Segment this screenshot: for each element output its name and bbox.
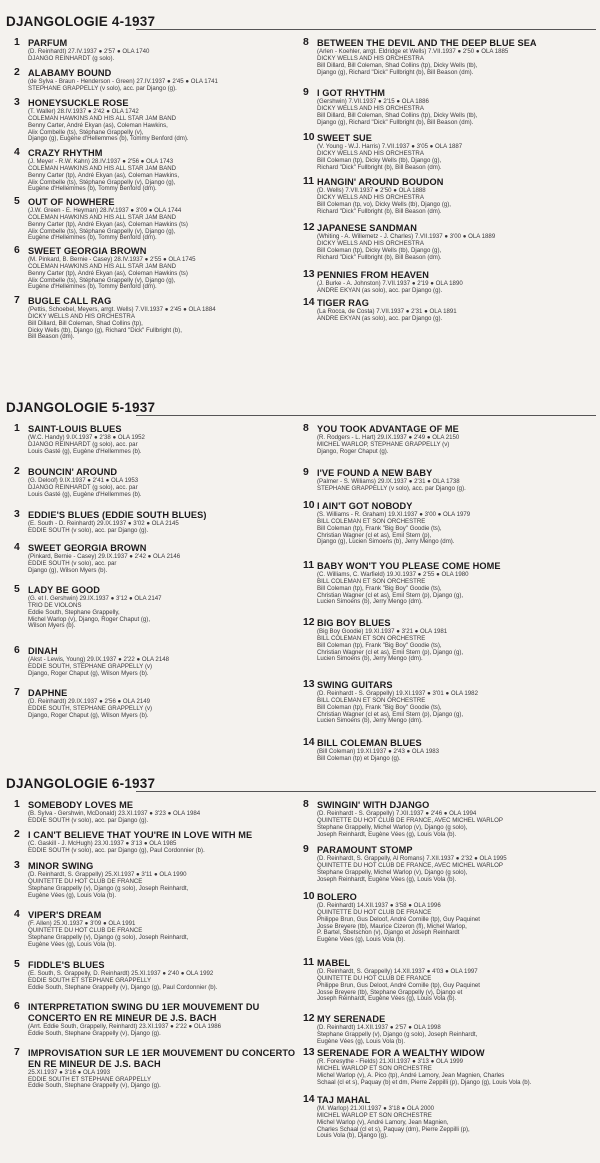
track-number: 11 bbox=[303, 176, 314, 187]
track-title: VIPER'S DREAM bbox=[28, 910, 102, 920]
track-entry bbox=[14, 296, 300, 341]
track-entry bbox=[14, 543, 300, 575]
volume-header bbox=[0, 776, 600, 800]
track-title: DAPHNE bbox=[28, 688, 68, 698]
track-entry bbox=[14, 646, 300, 678]
track-details: (de Sylva - Braun - Henderson - Green) 27.IV.1937 ● 2'45 ● OLA 1741 STEPHANE GRAPPELLY (v solo), acc. par Django (g). bbox=[28, 77, 218, 92]
track-details: (M. Pinkard, B. Bernie - Casey) 28.IV.1937 ● 2'55 ● OLA 1745 COLEMAN HAWKINS AND HIS ALL STAR JAM BAND Benny Carter (tp), André Ekyan (as), Coleman Hawkins (ts) Alix Combelle (ts), Stéphane Grappelly (v), Django (g), Eugène d'Hellemmes (b), Tommy Benford (dm). bbox=[28, 255, 196, 291]
volume-title: DJANGOLOGIE 6-1937 bbox=[6, 776, 156, 791]
volume-5 bbox=[0, 400, 600, 762]
track-title: BOUNCIN' AROUND bbox=[28, 467, 118, 477]
track-number: 8 bbox=[303, 423, 309, 434]
track-title: MABEL bbox=[317, 958, 351, 968]
track-details: (Pinkard, Bernie - Casey) 29.IX.1937 ● 2'42 ● OLA 2146 EDDIE SOUTH (v solo), acc. par Django (g), Wilson Myers (b). bbox=[28, 552, 181, 574]
track-title: YOU TOOK ADVANTAGE OF ME bbox=[317, 424, 459, 434]
track-entry bbox=[14, 861, 300, 899]
track-number: 9 bbox=[303, 87, 309, 98]
track-number: 5 bbox=[14, 584, 20, 595]
track-number: 1 bbox=[14, 37, 20, 48]
track-details: (G. Deloof) 9.IX.1937 ● 2'41 ● OLA 1953 DJANGO REINHARDT (g solo), acc. par Louis Gasté (g), Eugène d'Hellemmes (b). bbox=[28, 476, 142, 498]
track-title: TAJ MAHAL bbox=[317, 1095, 371, 1105]
track-number: 14 bbox=[303, 737, 315, 748]
track-entry bbox=[303, 270, 597, 295]
track-title: TIGER RAG bbox=[317, 298, 369, 308]
track-details: (R. Foresythe - Fields) 21.XII.1937 ● 3'13 ● OLA 1999 MICHEL WARLOP ET SON ORCHESTRE Michel Warlop (v), A. Pico (tp), André Lamory, Jean Magnien, Charles Schaal (cl et s), Paquay (b) et dm, Pierre Zeppilli (p), Django (g), Louis Vola (b). bbox=[317, 1057, 532, 1086]
track-details: (B. Sylva - Gershwin, McDonald) 23.XI.1937 ● 3'23 ● OLA 1984 EDDIE SOUTH (v solo), acc. par Django (g). bbox=[28, 809, 201, 824]
track-title: PARAMOUNT STOMP bbox=[317, 845, 413, 855]
track-number: 4 bbox=[14, 147, 20, 158]
track-title: LADY BE GOOD bbox=[28, 585, 100, 595]
track-title: I'VE FOUND A NEW BABY bbox=[317, 468, 433, 478]
track-title: PENNIES FROM HEAVEN bbox=[317, 270, 429, 280]
track-number: 5 bbox=[14, 196, 20, 207]
track-number: 4 bbox=[14, 909, 20, 920]
track-entry bbox=[14, 510, 300, 535]
divider bbox=[136, 29, 596, 30]
track-title: MY SERENADE bbox=[317, 1014, 386, 1024]
track-title: PARFUM bbox=[28, 38, 68, 48]
track-details: (Akst - Lewis, Young) 29.IX.1937 ● 2'22 ● OLA 2148 EDDIE SOUTH, STEPHANE GRAPPELLY (v) Django, Roger Chaput (g), Wilson Myers (b). bbox=[28, 655, 169, 677]
track-entry bbox=[14, 148, 300, 193]
track-details: (C. Gaskill - J. McHugh) 23.XI.1937 ● 3'13 ● OLA 1985 EDDIE SOUTH (v solo), acc. par Django (g), Paul Cordonnier (b). bbox=[28, 839, 205, 854]
track-entry bbox=[303, 845, 597, 883]
track-number: 11 bbox=[303, 560, 314, 571]
track-title: BOLERO bbox=[317, 892, 357, 902]
track-details: (D. Reinhardt) 14.XII.1937 ● 3'58 ● OLA 1996 QUINTETTE DU HOT CLUB DE FRANCE Philippe Brun, Gus Deloof, André Cornille (tp), Guy Paquinet Josse Breyere (tb), Maurice Cizeron (fl), Michel Warlop, P. Bartel, Sbetschon (v), Django et Joseph Reinhardt Eugène Vées (g), Louis Vola (b). bbox=[317, 901, 480, 944]
track-details: (D. Reinhardt, S. Grappelly, Al Romans) 7.XII.1937 ● 2'32 ● OLA 1995 QUINTETTE DU HOT CLUB DE FRANCE, AVEC MICHEL WARLOP Stephane Grappelly, Michel Warlop (v), Django (g solo), Joseph Reinhardt, Eugène Vées (g), Louis Vola (b). bbox=[317, 854, 507, 883]
track-number: 9 bbox=[303, 844, 309, 855]
track-entry bbox=[303, 958, 597, 1003]
track-title: SWINGIN' WITH DJANGO bbox=[317, 800, 430, 810]
track-details: (Gershwin) 7.VII.1937 ● 2'15 ● OLA 1886 DICKY WELLS AND HIS ORCHESTRA Bill Dillard, Bill Coleman, Shad Collins (tp), Dicky Wells (tb), Django (g), Richard "Dick" Fullbright (b), Bill Beason (dm). bbox=[317, 97, 478, 126]
track-details: (D. Reinhardt) 27.IV.1937 ● 2'57 ● OLA 1740 DJANGO REINHARDT (g solo). bbox=[28, 47, 150, 62]
track-title: BETWEEN THE DEVIL AND THE DEEP BLUE SEA bbox=[317, 38, 537, 48]
track-title: SWING GUITARS bbox=[317, 680, 393, 690]
track-title: I AIN'T GOT NOBODY bbox=[317, 501, 413, 511]
track-entry bbox=[14, 910, 300, 948]
track-title: I CAN'T BELIEVE THAT YOU'RE IN LOVE WITH ME bbox=[28, 830, 253, 840]
track-entry bbox=[303, 738, 597, 763]
track-title: BIG BOY BLUES bbox=[317, 618, 391, 628]
track-title: HANGIN' AROUND BOUDON bbox=[317, 177, 444, 187]
track-entry bbox=[303, 1095, 597, 1140]
track-title: BABY WON'T YOU PLEASE COME HOME bbox=[317, 561, 501, 571]
track-details: (D. Reinhardt, S. Grappelly) 25.XI.1937 ● 3'11 ● OLA 1990 QUINTETTE DU HOT CLUB DE FRANCE Stephane Grappelly (v), Django (g solo), Joseph Reinhardt, Eugène Vées (g), Louis Vola (b). bbox=[28, 870, 189, 899]
track-number: 14 bbox=[303, 297, 315, 308]
track-number: 1 bbox=[14, 423, 20, 434]
track-title: I GOT RHYTHM bbox=[317, 88, 386, 98]
track-number: 8 bbox=[303, 799, 309, 810]
track-entry bbox=[303, 618, 597, 663]
track-entry bbox=[14, 1048, 300, 1090]
track-number: 5 bbox=[14, 959, 20, 970]
track-entry bbox=[14, 800, 300, 825]
track-entry bbox=[14, 585, 300, 630]
track-title: SOMEBODY LOVES ME bbox=[28, 800, 134, 810]
track-entry bbox=[14, 68, 300, 93]
track-entry bbox=[303, 1048, 597, 1086]
track-title: FIDDLE'S BLUES bbox=[28, 960, 105, 970]
track-title: EDDIE'S BLUES (EDDIE SOUTH BLUES) bbox=[28, 510, 207, 520]
track-entry bbox=[14, 424, 300, 456]
track-number: 6 bbox=[14, 245, 20, 256]
track-entry bbox=[303, 892, 597, 944]
volume-header bbox=[0, 400, 600, 424]
track-entry bbox=[14, 197, 300, 242]
track-details: (D. Wells) 7.VII.1937 ● 2'50 ● OLA 1888 DICKY WELLS AND HIS ORCHESTRA Bill Coleman (tp, vo), Dicky Wells (tb), Django (g), Richard "Dick" Fullbright (b), Bill Beason (dm). bbox=[317, 186, 451, 215]
track-entry bbox=[14, 98, 300, 143]
track-title: SWEET SUE bbox=[317, 133, 373, 143]
track-entry bbox=[303, 561, 597, 606]
track-title: ALABAMY BOUND bbox=[28, 68, 112, 78]
track-entry bbox=[303, 800, 597, 838]
track-details: (M. Warlop) 21.XII.1937 ● 3'18 ● OLA 2000 MICHEL WARLOP ET SON ORCHESTRE Michel Warlop (v), André Lamory, Jean Magnien, Charles Schaal (cl et s), Paquay (dm), Pierre Zeppilli (p), Louis Vola (b), Django (g). bbox=[317, 1104, 470, 1140]
track-number: 11 bbox=[303, 957, 314, 968]
track-entry bbox=[14, 467, 300, 499]
track-details: (V. Young - W.J. Harris) 7.VII.1937 ● 3'05 ● OLA 1887 DICKY WELLS AND HIS ORCHESTRA Bill Coleman (tp), Dicky Wells (tb), Django (g), Richard "Dick" Fullbright (b), Bill Beason (dm). bbox=[317, 142, 463, 171]
track-title: MINOR SWING bbox=[28, 861, 94, 871]
track-entry bbox=[14, 830, 300, 855]
track-entry bbox=[303, 1014, 597, 1046]
track-number: 3 bbox=[14, 509, 20, 520]
track-number: 3 bbox=[14, 97, 20, 108]
track-number: 10 bbox=[303, 132, 315, 143]
track-number: 13 bbox=[303, 269, 315, 280]
track-number: 12 bbox=[303, 222, 315, 233]
track-number: 14 bbox=[303, 1094, 315, 1105]
volume-title: DJANGOLOGIE 4-1937 bbox=[6, 14, 156, 29]
track-title: SWEET GEORGIA BROWN bbox=[28, 543, 147, 553]
track-details: (Big Boy Goodie) 19.XI.1937 ● 3'21 ● OLA 1981 BILL COLEMAN ET SON ORCHESTRE Bill Coleman (tp), Frank "Big Boy" Goodie (ts), Christian Wagner (cl et as), Emil Stern (p), Django (g), Lucien Simoens (b), Jerry Mengo (dm). bbox=[317, 627, 464, 663]
track-number: 8 bbox=[303, 37, 309, 48]
track-number: 10 bbox=[303, 500, 315, 511]
divider bbox=[136, 415, 596, 416]
track-details: (Bill Coleman) 19.XI.1937 ● 2'43 ● OLA 1983 Bill Coleman (tp) et Django (g). bbox=[317, 747, 440, 762]
volume-4 bbox=[0, 14, 600, 341]
track-entry bbox=[303, 680, 597, 725]
track-title: CRAZY RHYTHM bbox=[28, 148, 103, 158]
track-entry bbox=[303, 468, 597, 493]
track-details: (Arrt. Eddie South, Grappelly, Reinhardt) 23.XI.1937 ● 2'22 ● OLA 1986 Eddie South, Stephane Grappelly (v), Django (g). bbox=[28, 1022, 222, 1037]
track-number: 6 bbox=[14, 1001, 20, 1012]
volume-header bbox=[0, 14, 600, 38]
track-title: INTERPRETATION SWING DU 1ER MOUVEMENT DU CONCERTO EN RE MINEUR DE J.S. BACH bbox=[28, 1002, 260, 1023]
track-details: (La Rocca, de Costa) 7.VII.1937 ● 2'31 ● OLA 1891 ANDRE EKYAN (as solo), acc. par Django (g). bbox=[317, 307, 457, 322]
track-details: (D. Reinhardt) 29.IX.1937 ● 2'56 ● OLA 2149 EDDIE SOUTH, STEPHANE GRAPPELLY (v) Django, Roger Chaput (g), Wilson Myers (b). bbox=[28, 697, 153, 719]
track-entry bbox=[303, 177, 597, 215]
track-details: (S. Williams - R. Graham) 19.XI.1937 ● 3'00 ● OLA 1979 BILL COLEMAN ET SON ORCHESTRE Bill Coleman (tp), Frank "Big Boy" Goodie (ts), Christian Wagner (cl et as), Emil Stern (p), Django (g), Lucien Simoens (b), Jerry Mengo (dm). bbox=[317, 510, 471, 546]
track-number: 7 bbox=[14, 295, 20, 306]
track-number: 2 bbox=[14, 466, 20, 477]
track-details: (E. South - D. Reinhardt) 29.IX.1937 ● 3'02 ● OLA 2145 EDDIE SOUTH (v solo), acc. par Django (g). bbox=[28, 519, 179, 534]
track-details: (J. Meyer - R.W. Kahn) 28.IV.1937 ● 2'56 ● OLA 1743 COLEMAN HAWKINS AND HIS ALL STAR JAM BAND Benny Carter (tp), André Ekyan (as), Coleman Hawkins, Alix Combelle (ts), Stéphane Grappelly (v), Django (g), Eugène d'Hellemmes (b), Tommy Benford (dm). bbox=[28, 157, 180, 193]
track-details: (Whiting - A. Willemetz - J. Charles) 7.VII.1937 ● 3'00 ● OLA 1889 DICKY WELLS AND HIS ORCHESTRA Bill Coleman (tp), Dicky Wells (tb), Django (g), Richard "Dick" Fullbright (b), Bill Beason (dm). bbox=[317, 232, 496, 261]
volume-6 bbox=[0, 776, 600, 1140]
track-entry bbox=[303, 501, 597, 546]
track-entry bbox=[14, 960, 300, 992]
track-details: (F. Allen) 25.XI.1937 ● 3'09 ● OLA 1991 QUINTETTE DU HOT CLUB DE FRANCE Stephane Grappelly (v), Django (g solo), Joseph Reinhardt, Eugène Vées (g), Louis Vola (b). bbox=[28, 919, 189, 948]
track-details: (J. Burke - A. Johnston) 7.VII.1937 ● 2'19 ● OLA 1890 ANDRE EKYAN (as solo), acc. par Django (g). bbox=[317, 279, 463, 294]
track-details: (Palmer - S. Williams) 29.IX.1937 ● 2'31 ● OLA 1738 STEPHANE GRAPPELLY (v solo), acc. par Django (g). bbox=[317, 477, 466, 492]
track-title: BILL COLEMAN BLUES bbox=[317, 738, 422, 748]
track-title: OUT OF NOWHERE bbox=[28, 197, 115, 207]
track-number: 12 bbox=[303, 617, 315, 628]
track-title: SAINT-LOUIS BLUES bbox=[28, 424, 122, 434]
track-details: (Pettis, Schoebel, Meyers, arrgt. Wells) 7.VII.1937 ● 2'45 ● OLA 1884 DICKY WELLS AND HIS ORCHESTRA Bill Dillard, Bill Coleman, Shad Collins (tp), Dicky Wells (tb), Django (g), Richard "Dick" Fullbright (b), Bill Beason (dm). bbox=[28, 305, 216, 341]
track-entry bbox=[303, 223, 597, 261]
track-entry bbox=[303, 38, 597, 76]
track-entry bbox=[303, 133, 597, 171]
track-details: (T. Waller) 28.IV.1937 ● 2'42 ● OLA 1742 COLEMAN HAWKINS AND HIS ALL STAR JAM BAND Benny Carter, André Ekyan (as), Coleman Hawkins, Alix Combelle (ts), Stéphane Grappelly (v), Django (g), Eugène d'Hellemmes (b), Tommy Benford (dm). bbox=[28, 107, 189, 143]
track-entry bbox=[14, 246, 300, 291]
track-details: (E. South, S. Grappelly, D. Reinhardt) 25.XI.1937 ● 2'40 ● OLA 1992 EDDIE SOUTH ET STEPHANE GRAPPELLY Eddie South, Stephane Grappelly (v), Django (g), Paul Cordonnier (b). bbox=[28, 969, 218, 991]
track-title: SWEET GEORGIA BROWN bbox=[28, 246, 147, 256]
track-entry bbox=[14, 38, 300, 63]
track-entry bbox=[303, 298, 597, 323]
track-number: 7 bbox=[14, 687, 20, 698]
track-details: (W.C. Handy) 9.IX.1937 ● 2'38 ● OLA 1952 DJANGO REINHARDT (g solo), acc. par Louis Gasté (g), Eugène d'Hellemmes (b). bbox=[28, 433, 145, 455]
track-number: 12 bbox=[303, 1013, 315, 1024]
track-entry bbox=[303, 424, 597, 456]
track-details: (D. Reinhardt, S. Grappelly) 14.XII.1937 ● 4'03 ● OLA 1997 QUINTETTE DU HOT CLUB DE FRANCE Philippe Brun, Gus Deloot, André Cornille (tp), Guy Paquinet Josse Breyere (tb), Stephane Grappelly (v), Django et Joseph Reinhardt, Eugène Vées (g), Louis Vola (b). bbox=[317, 967, 480, 1003]
track-number: 13 bbox=[303, 679, 315, 690]
track-details: (G. et I. Gershwin) 29.IX.1937 ● 3'12 ● OLA 2147 TRIO DE VIOLONS Eddie South, Stephane Grappelly, Michel Warlop (v), Django, Roger Chaput (g), Wilson Myers (b). bbox=[28, 594, 162, 630]
track-number: 10 bbox=[303, 891, 315, 902]
track-number: 9 bbox=[303, 467, 309, 478]
track-title: IMPROVISATION SUR LE 1ER MOUVEMENT DU CONCERTO EN RE MINEUR DE J.S. BACH bbox=[28, 1048, 296, 1069]
track-entry bbox=[14, 1002, 300, 1037]
track-details: (D. Reinhardt - S. Grappelly) 7.XII.1937 ● 2'46 ● OLA 1994 QUINTETTE DU HOT CLUB DE FRANCE, AVEC MICHEL WARLOP Stephane Grappelly, Michel Warlop (v), Django (g solo), Joseph Reinhardt, Eugène Vées (g), Louis Vola (b). bbox=[317, 809, 503, 838]
track-title: BUGLE CALL RAG bbox=[28, 296, 112, 306]
divider bbox=[136, 791, 596, 792]
track-entry bbox=[303, 88, 597, 126]
track-number: 3 bbox=[14, 860, 20, 871]
track-title: JAPANESE SANDMAN bbox=[317, 223, 417, 233]
track-number: 13 bbox=[303, 1047, 315, 1058]
track-details: (C. Williams, C. Warfield) 19.XI.1937 ● 2'55 ● OLA 1980 BILL COLEMAN ET SON ORCHESTRE Bill Coleman (tp), Frank "Big Boy" Goodie (ts), Christian Wagner (cl et as), Emil Stern (p), Django (g), Lucien Simoens (b), Jerry Mengo (dm). bbox=[317, 570, 469, 606]
track-number: 2 bbox=[14, 67, 20, 78]
volume-title: DJANGOLOGIE 5-1937 bbox=[6, 400, 156, 415]
track-details: (D. Reinhardt - S. Grappelly) 19.XI.1937 ● 3'01 ● OLA 1982 BILL COLEMAN ET SON ORCHESTRE Bill Coleman (tp), Frank "Big Boy" Goodie (ts), Christian Wagner (cl et as), Emil Stern (p), Django (g), Lucien Simoens (b), Jerry Mengo (dm). bbox=[317, 689, 478, 725]
track-details: (Arlen - Koehler, arrgt. Eldridge et Wells) 7.VII.1937 ● 2'50 ● OLA 1885 DICKY WELLS AND HIS ORCHESTRA Bill Dillard, Bill Coleman, Shad Collins (tp), Dicky Wells (tb), Django (g), Richard "Dick" Fullbright (b), Bill Beason (dm). bbox=[317, 47, 509, 76]
track-number: 1 bbox=[14, 799, 20, 810]
track-title: HONEYSUCKLE ROSE bbox=[28, 98, 129, 108]
track-number: 6 bbox=[14, 645, 20, 656]
track-details: (J.W. Green - E. Heyman) 28.IV.1937 ● 3'09 ● OLA 1744 COLEMAN HAWKINS AND HIS ALL STAR JAM BAND Benny Carter (tp), André Ekyan (as), Coleman Hawkins (ts) Alix Combelle (ts), Stéphane Grappelly (v), Django (g), Eugène d'Hellemmes (b), Tommy Benford (dm). bbox=[28, 206, 188, 242]
track-number: 4 bbox=[14, 542, 20, 553]
track-title: DINAH bbox=[28, 646, 58, 656]
track-number: 7 bbox=[14, 1047, 20, 1058]
track-title: SERENADE FOR A WEALTHY WIDOW bbox=[317, 1048, 485, 1058]
track-details: 25.XI.1937 ● 3'16 ● OLA 1993 EDDIE SOUTH ET STEPHANE GRAPPELLY Eddie South, Stephane Grappelly (v), Django (g). bbox=[28, 1068, 161, 1090]
track-details: (D. Reinhardt) 14.XII.1937 ● 2'57 ● OLA 1998 Stephane Grappelly (v), Django (g solo), Joseph Reinhardt, Eugène Vées (g), Louis Vola (b). bbox=[317, 1023, 478, 1045]
track-details: (R. Rodgers - L. Hart) 29.IX.1937 ● 2'49 ● OLA 2150 MICHEL WARLOP, STEPHANE GRAPPELLY (v) Django, Roger Chaput (g). bbox=[317, 433, 460, 455]
track-entry bbox=[14, 688, 300, 720]
track-number: 2 bbox=[14, 829, 20, 840]
